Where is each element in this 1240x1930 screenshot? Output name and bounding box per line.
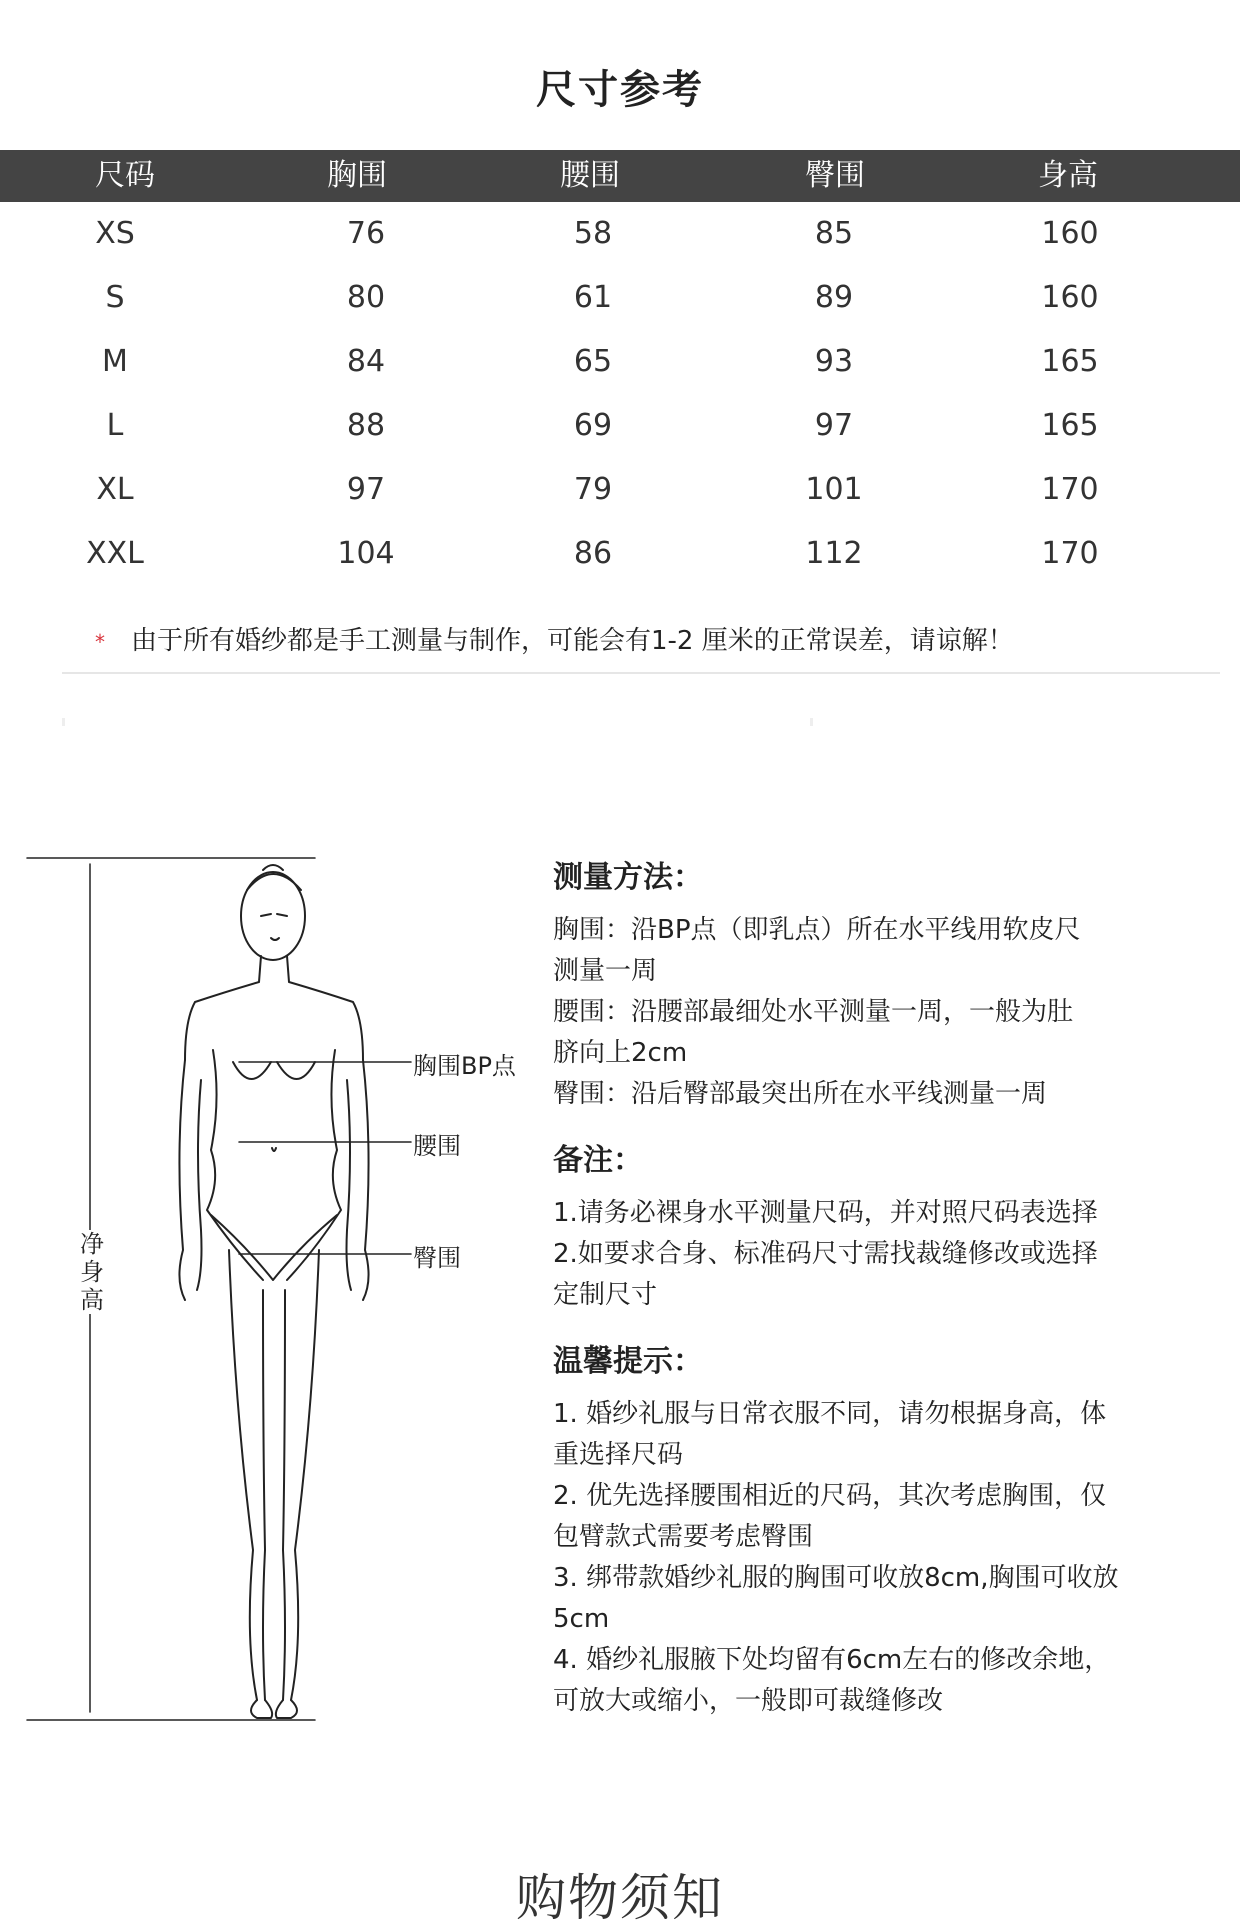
cell-waist: 69 [573,408,613,443]
cell-size: L [106,408,124,443]
measure-title: 测量方法： [553,860,703,895]
body-figure [25,850,545,1730]
cell-height: 170 [1041,472,1099,507]
cell-waist: 86 [573,536,613,571]
tips-line: 1. 婚纱礼服与日常衣服不同，请勿根据身高，体 [553,1399,1107,1429]
section-divider [62,672,1220,674]
cell-height: 170 [1041,536,1099,571]
header-height: 身高 [1038,158,1098,193]
cell-waist: 58 [573,216,613,251]
cell-hip: 101 [805,472,863,507]
cell-height: 160 [1041,280,1099,315]
measure-line: 测量一周 [553,956,658,986]
table-row [0,522,1240,586]
size-table-header [0,150,1240,202]
remarks-line: 1.请务必裸身水平测量尺码，并对照尺码表选择 [553,1198,1098,1228]
cell-height: 160 [1041,216,1099,251]
tolerance-note [95,620,1014,657]
faint-mark [62,718,65,726]
tips-line: 3. 绑带款婚纱礼服的胸围可收放8cm,胸围可收放 [553,1563,1119,1593]
tips-line: 重选择尺码 [553,1440,684,1470]
measure-line: 脐向上2cm [553,1038,688,1068]
table-row [0,394,1240,458]
tips-line: 2. 优先选择腰围相近的尺码，其次考虑胸围，仅 [553,1481,1107,1511]
note-star: * [95,629,105,654]
cell-size: XL [96,472,134,507]
header-hip: 臀围 [805,158,865,193]
cell-bust: 76 [346,216,386,251]
note-text: 由于所有婚纱都是手工测量与制作，可能会有1-2 厘米的正常误差，请谅解！ [131,626,1014,656]
table-row [0,458,1240,522]
cell-bust: 84 [346,344,386,379]
cell-bust: 88 [346,408,386,443]
cell-waist: 65 [573,344,613,379]
cell-hip: 112 [805,536,863,571]
remarks-line: 定制尺寸 [553,1280,658,1310]
cell-height: 165 [1041,344,1099,379]
table-row [0,202,1240,266]
header-bust: 胸围 [327,158,387,193]
cell-size: XXL [86,536,144,571]
tips-title: 温馨提示： [553,1344,703,1379]
measure-line: 胸围：沿BP点（即乳点）所在水平线用软皮尺 [553,915,1081,945]
table-row [0,330,1240,394]
label-bust-bp: 胸围BP点 [413,1052,516,1080]
remarks-section [553,1141,1193,1316]
cell-hip: 97 [814,408,854,443]
cell-hip: 93 [814,344,854,379]
size-reference-title: 尺寸参考 [536,67,704,113]
tips-line: 5cm [553,1604,610,1634]
tips-line: 包臂款式需要考虑臀围 [553,1522,814,1552]
label-waist: 腰围 [413,1132,461,1160]
cell-waist: 79 [573,472,613,507]
cell-size: XS [95,216,135,251]
cell-hip: 89 [814,280,854,315]
remarks-title: 备注： [553,1143,643,1178]
tips-section [553,1342,1193,1722]
instructions-column [553,858,1193,1748]
shopping-notice-title: 购物须知 [516,1869,724,1927]
tips-line: 可放大或缩小，一般即可裁缝修改 [553,1686,944,1716]
cell-bust: 97 [346,472,386,507]
measure-line: 腰围：沿腰部最细处水平测量一周，一般为肚 [553,997,1074,1027]
cell-waist: 61 [573,280,613,315]
tips-line: 4. 婚纱礼服腋下处均留有6cm左右的修改余地， [553,1645,1111,1675]
cell-hip: 85 [814,216,854,251]
table-row [0,266,1240,330]
header-size: 尺码 [95,158,155,193]
cell-size: M [102,344,128,379]
label-hip: 臀围 [413,1244,461,1272]
label-net-height: 净身高 [75,1230,109,1314]
measure-line: 臀围：沿后臀部最突出所在水平线测量一周 [553,1079,1048,1109]
faint-mark [810,718,813,726]
remarks-line: 2.如要求合身、标准码尺寸需找裁缝修改或选择 [553,1239,1098,1269]
header-waist: 腰围 [560,158,620,193]
cell-bust: 80 [346,280,386,315]
cell-bust: 104 [337,536,395,571]
cell-size: S [105,280,125,315]
cell-height: 165 [1041,408,1099,443]
measure-section [553,858,1193,1115]
